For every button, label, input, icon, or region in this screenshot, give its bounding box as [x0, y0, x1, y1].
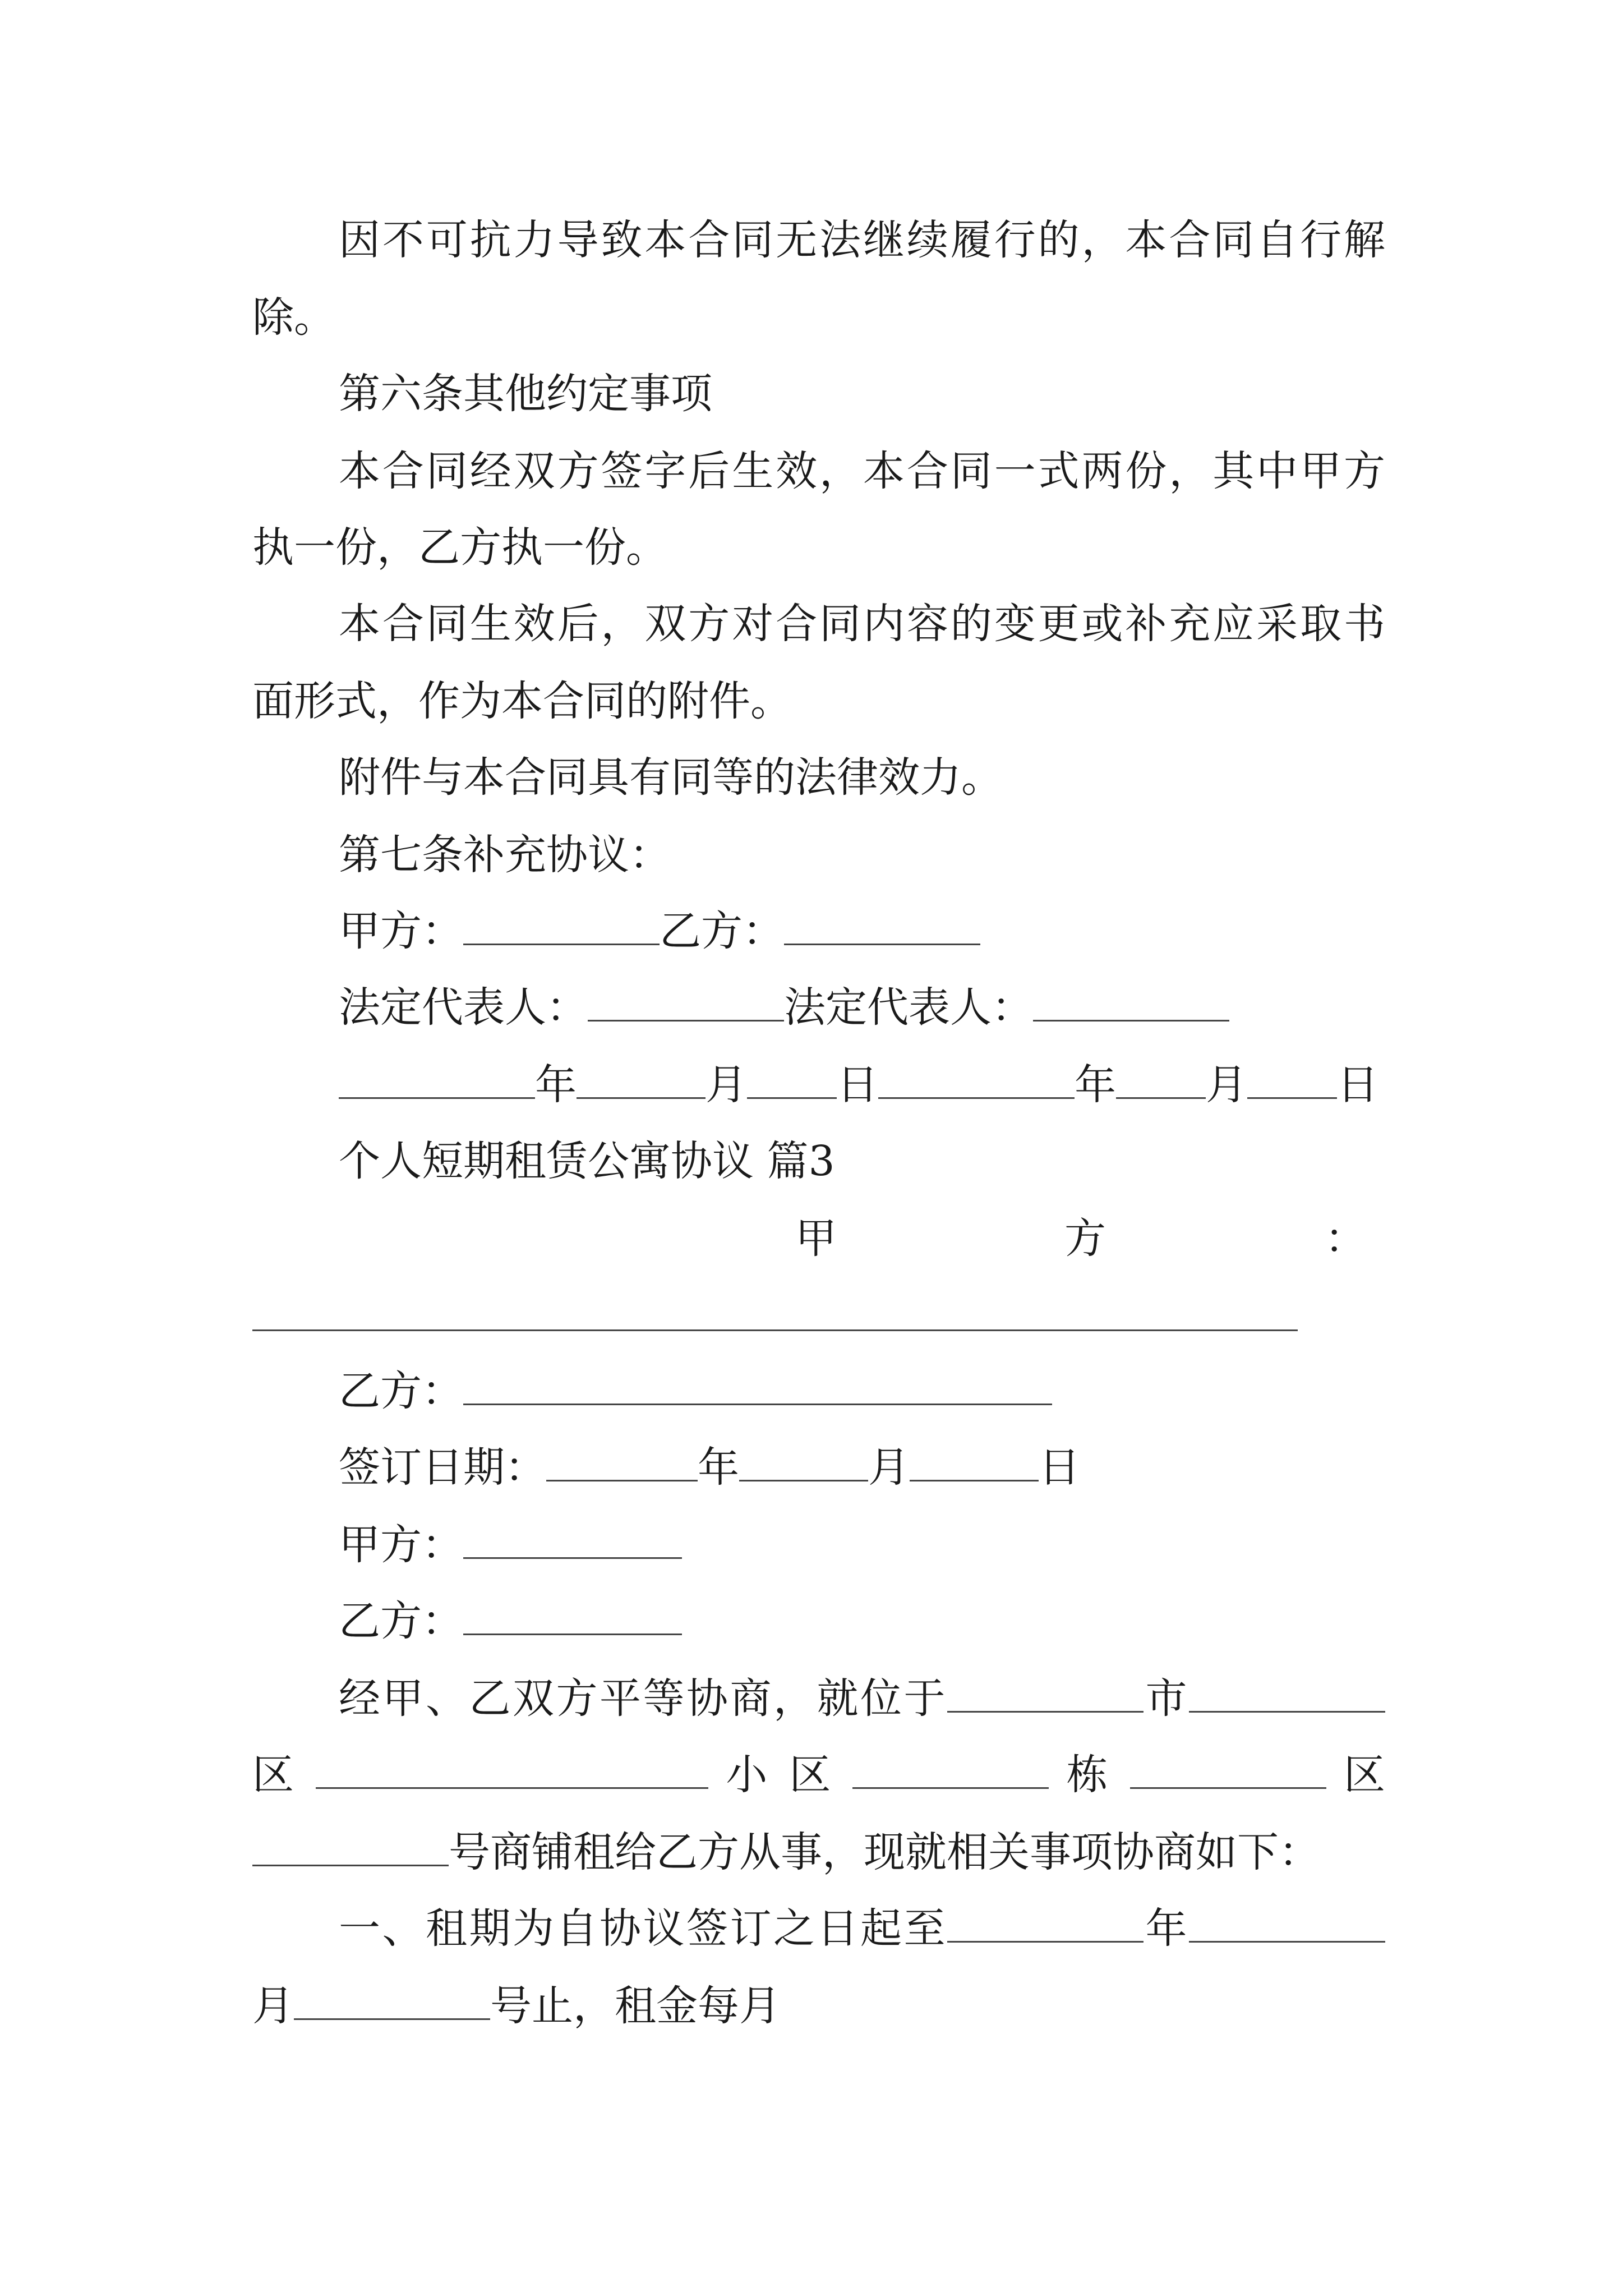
- month-b-blank: [1116, 1060, 1206, 1099]
- day-label: 日: [1337, 1061, 1378, 1109]
- intro-line: [252, 1824, 1385, 1880]
- paragraph-line: 执一份，乙方执一份。: [252, 523, 667, 572]
- rep-b-label: 法定代表人：: [784, 983, 1033, 1032]
- district-label: 区: [252, 1751, 298, 1799]
- party-b-blank: [784, 906, 980, 945]
- area-blank: [316, 1750, 708, 1789]
- sign-day-blank: [910, 1442, 1039, 1481]
- paragraph-line: 因不可抗力导致本合同无法继续履行的，本合同自行解: [339, 216, 1385, 264]
- term-month-blank: [1189, 1903, 1385, 1943]
- term-year-blank: [947, 1903, 1144, 1943]
- party-a-label: 甲方：: [339, 1521, 463, 1569]
- article-heading: 第七条补充协议：: [339, 831, 671, 879]
- party-b-label: 乙方：: [339, 1367, 463, 1415]
- day-b-blank: [1247, 1060, 1337, 1099]
- month-label: 月: [1206, 1061, 1247, 1109]
- day-a-blank: [747, 1060, 837, 1099]
- paragraph-line: 面形式，作为本合同的附件。: [252, 677, 792, 725]
- article-heading: 第六条其他约定事项: [339, 370, 712, 418]
- paragraph-line: 本合同经双方签字后生效，本合同一式两份，其中甲方: [339, 447, 1385, 495]
- party-b-label: 乙方：: [339, 1597, 463, 1645]
- party-b-blank: [463, 1366, 1052, 1405]
- party-a-blank: [463, 1520, 682, 1559]
- community-blank: [852, 1750, 1049, 1789]
- day-label: 日: [1039, 1443, 1080, 1492]
- term-text: 号止，租金每月: [490, 1982, 781, 2030]
- sign-date-label: 签订日期：: [339, 1443, 546, 1492]
- party-a-char: 方: [1064, 1214, 1106, 1263]
- month-label: 月: [868, 1443, 910, 1492]
- party-b-blank: [463, 1596, 682, 1635]
- signature-row-dates: [339, 1057, 1385, 1113]
- day-label: 日: [837, 1061, 878, 1109]
- community-label: 小 区: [726, 1751, 836, 1799]
- signature-row-representatives: [339, 979, 1385, 1036]
- month-a-blank: [577, 1060, 706, 1099]
- intro-text: 号商铺租给乙方从事，现就相关事项协商如下：: [449, 1828, 1320, 1876]
- party-a-colon: ：: [1325, 1214, 1366, 1263]
- shop-number-blank: [252, 1827, 449, 1866]
- sign-month-blank: [739, 1442, 868, 1481]
- district-blank: [1189, 1673, 1385, 1713]
- intro-line: [339, 1671, 1385, 1727]
- year-label: 年: [1144, 1904, 1189, 1953]
- party-b-row: [339, 1363, 1385, 1419]
- party-a-label: 甲方：: [339, 907, 463, 955]
- paragraph-line: 除。: [252, 293, 335, 342]
- area-label: 区: [1344, 1751, 1385, 1799]
- sign-year-blank: [546, 1442, 698, 1481]
- year-label: 年: [1075, 1061, 1116, 1109]
- sign-date-row: [339, 1439, 1385, 1496]
- year-b-blank: [878, 1060, 1075, 1099]
- party-a-fill-line: [252, 1329, 1298, 1331]
- city-label: 市: [1144, 1674, 1189, 1723]
- section-title: 个人短期租赁公寓协议 篇3: [339, 1137, 835, 1185]
- month-label: 月: [706, 1061, 747, 1109]
- term-text: 一、租期为自协议签订之日起至: [339, 1904, 947, 1953]
- intro-line: [252, 1747, 1385, 1803]
- rep-a-label: 法定代表人：: [339, 983, 588, 1032]
- term-day-blank: [294, 1981, 490, 2020]
- paragraph-line: 附件与本合同具有同等的法律效力。: [339, 753, 1003, 802]
- year-a-blank: [339, 1060, 535, 1099]
- year-label: 年: [535, 1061, 577, 1109]
- rep-a-blank: [588, 982, 784, 1022]
- building-label: 栋: [1066, 1751, 1113, 1799]
- city-blank: [947, 1673, 1144, 1713]
- party-a-row: [339, 1517, 1385, 1573]
- party-a-char: 甲: [795, 1214, 837, 1263]
- building-blank: [1130, 1750, 1326, 1789]
- signature-row-parties: [339, 903, 1385, 959]
- rep-b-blank: [1033, 982, 1229, 1022]
- party-b-row: [339, 1593, 1385, 1649]
- party-b-label: 乙方：: [660, 907, 784, 955]
- paragraph-line: 本合同生效后，双方对合同内容的变更或补充应采取书: [339, 600, 1385, 648]
- party-a-blank: [463, 906, 660, 945]
- term-line: [252, 1978, 1385, 2034]
- month-label: 月: [252, 1982, 294, 2030]
- year-label: 年: [698, 1443, 739, 1492]
- term-line: [339, 1901, 1385, 1957]
- intro-text: 经甲、乙双方平等协商，就位于: [339, 1674, 947, 1723]
